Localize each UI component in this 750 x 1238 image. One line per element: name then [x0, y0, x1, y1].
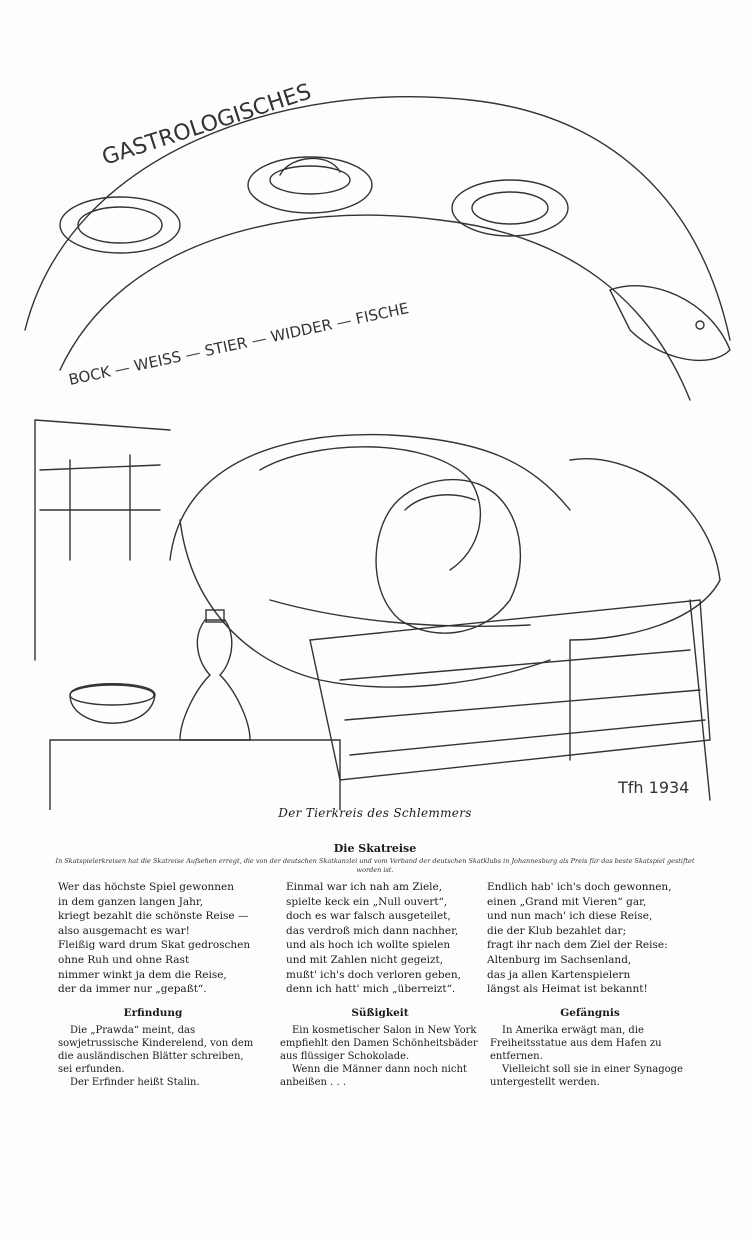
poem-line: und nun mach' ich diese Reise, [487, 910, 653, 923]
poem-line: in dem ganzen langen Jahr, [58, 895, 204, 908]
poem-line: spielte keck ein „Null ouvert“, [286, 895, 448, 908]
poem-line: doch es war falsch ausgeteilet, [286, 910, 451, 923]
poem-line: nimmer winkt ja dem die Reise, [58, 968, 227, 981]
section-title-erfindung: Erfindung [123, 1007, 183, 1019]
cartoon-signature: Tfh 1934 [618, 778, 690, 797]
section-paragraph: Der Erfinder heißt Stalin. [70, 1077, 200, 1088]
poem-line: Endlich hab' ich's doch gewonnen, [487, 881, 672, 893]
poem-stanza-3 [487, 880, 697, 997]
poem-line: also ausgemacht es war! [58, 924, 190, 937]
section-body-suessigkeit [280, 1024, 480, 1089]
cartoon-caption: Der Tierkreis des Schlemmers [278, 806, 472, 820]
section-paragraph: Ein kosmetischer Salon in New York empfiehlt den Damen Schönheitsbäder aus flüssiger Schokolade. [280, 1025, 478, 1062]
arch-text-bottom: BOCK — WEISS — STIER — WIDDER — FISCHE [67, 299, 411, 389]
poem-stanza-2 [286, 880, 486, 997]
poem-line: kriegt bezahlt die schönste Reise — [58, 910, 249, 923]
poem-line: längst als Heimat ist bekannt! [487, 983, 648, 996]
poem-stanza-1 [58, 880, 273, 997]
section-body-gefaengnis [490, 1024, 690, 1089]
poem-line: Wer das höchste Spiel gewonnen [58, 881, 235, 893]
poem-line: Einmal war ich nah am Ziele, [286, 881, 443, 893]
poem-line: fragt ihr nach dem Ziel der Reise: [487, 939, 668, 952]
section-title-suessigkeit: Süßigkeit [351, 1007, 409, 1019]
poem-line: Altenburg im Sachsenland, [487, 953, 632, 966]
section-paragraph: Vielleicht soll sie in einer Synagoge untergestellt werden. [490, 1064, 683, 1088]
cartoon-illustration [10, 40, 740, 810]
poem-line: einen „Grand mit Vieren“ gar, [487, 895, 647, 908]
poem-intro: In Skatspielerkreisen hat die Skatreise Aufsehen erregt, die von der deutschen Skatkanzlei und vom Verband der deutschen Skatklubs in Johannesburg als Preis für das beste Skatspiel gestiftet worden ist. [55, 857, 695, 874]
poem-line: und mit Zahlen nicht gegeizt, [286, 953, 444, 966]
poem-line: das ja allen Kartenspielern [487, 968, 631, 981]
poem-line: denn ich hatt' mich „überreizt“. [286, 983, 456, 996]
poem-line: ohne Ruh und ohne Rast [58, 953, 190, 966]
section-paragraph: In Amerika erwägt man, die Freiheitsstatue aus dem Hafen zu entfernen. [490, 1025, 662, 1062]
poem-line: der da immer nur „gepaßt“. [58, 983, 207, 996]
section-paragraph: Wenn die Männer dann noch nicht anbeißen . . . [280, 1064, 467, 1088]
poem-line: und als hoch ich wollte spielen [286, 939, 451, 952]
poem-line: das verdroß mich dann nachher, [286, 924, 459, 937]
section-title-gefaengnis: Gefängnis [560, 1007, 620, 1019]
poem-line: mußt' ich's doch verloren geben, [286, 968, 461, 981]
poem-line: Fleißig ward drum Skat gedroschen [58, 939, 251, 952]
poem-title: Die Skatreise [333, 842, 417, 855]
section-body-erfindung [58, 1024, 258, 1089]
section-paragraph: Die „Prawda“ meint, das sowjetrussische Kinderelend, von dem die ausländischen Blätter schreiben, sei erfunden. [58, 1025, 254, 1075]
arch-text-top: GASTROLOGISCHES [99, 79, 315, 171]
poem-line: die der Klub bezahlet dar; [487, 924, 627, 937]
